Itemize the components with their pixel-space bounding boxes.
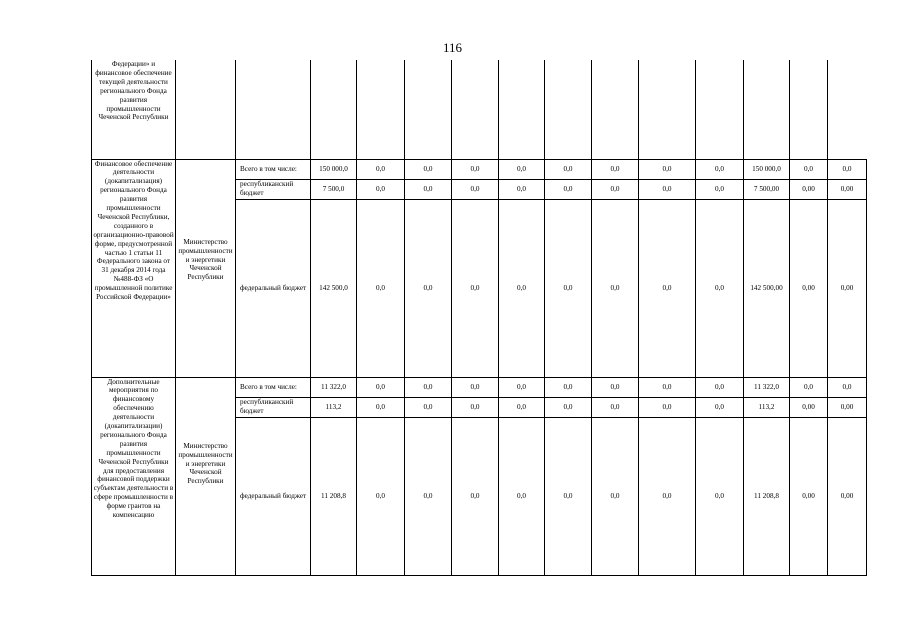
value-cell: 0,0 — [828, 377, 867, 397]
table-row — [92, 377, 867, 397]
value-cell: 0,0 — [790, 377, 828, 397]
value-cell: 0,0 — [639, 417, 696, 575]
value-cell: 0,0 — [357, 199, 405, 377]
value-cell: 0,00 — [790, 397, 828, 417]
value-cell: 150 000,0 — [744, 159, 790, 179]
executor-cell — [176, 159, 236, 377]
value-cell: 0,0 — [545, 159, 592, 179]
value-cell: 0,0 — [639, 159, 696, 179]
value-cell: 11 208,8 — [311, 417, 357, 575]
value-cell: 0,0 — [592, 159, 639, 179]
value-cell: 11 322,0 — [744, 377, 790, 397]
event-description-cell: Федерации» и финансовое обеспечение текущей деятельности регионального Фонда развития промышленности Чеченской Республики — [92, 60, 176, 159]
value-cell: 0,00 — [828, 397, 867, 417]
value-cell: 0,00 — [790, 179, 828, 199]
value-cell: 0,0 — [696, 159, 744, 179]
value-cell: 0,0 — [696, 397, 744, 417]
value-cell: 0,0 — [696, 199, 744, 377]
value-cell: 0,0 — [639, 397, 696, 417]
value-cell — [357, 60, 405, 159]
value-cell: 0,0 — [405, 377, 452, 397]
value-cell: 0,0 — [828, 159, 867, 179]
value-cell: 0,0 — [592, 397, 639, 417]
value-cell: 142 500,0 — [311, 199, 357, 377]
value-cell: 0,00 — [828, 179, 867, 199]
value-cell: 0,0 — [545, 417, 592, 575]
value-cell: 0,0 — [545, 199, 592, 377]
value-cell: 0,0 — [696, 417, 744, 575]
value-cell: 0,00 — [790, 417, 828, 575]
value-cell: 0,0 — [545, 397, 592, 417]
value-cell: 0,0 — [405, 417, 452, 575]
value-cell: 0,0 — [545, 179, 592, 199]
value-cell: 0,0 — [405, 199, 452, 377]
value-cell: 0,00 — [828, 199, 867, 377]
value-cell: 0,0 — [452, 159, 499, 179]
value-cell — [696, 60, 744, 159]
value-cell — [790, 60, 828, 159]
value-cell: 0,0 — [357, 417, 405, 575]
executor-text: Министерство промышленности и энергетики Чеченской Республики — [178, 441, 233, 486]
value-cell: 0,0 — [499, 199, 545, 377]
value-cell: 0,0 — [357, 179, 405, 199]
event-description-cell: Дополнительные мероприятия по финансовому обеспечению деятельности (докапитализации) регионального Фонда развития промышленности Чеченской Республики для предоставления финансовой поддержки субъектам деятельности в сфере промышленности в форме грантов на компенсацию — [92, 377, 176, 575]
value-cell: 0,0 — [357, 397, 405, 417]
executor-cell — [176, 60, 236, 159]
value-cell: 0,0 — [545, 377, 592, 397]
value-cell: 0,0 — [357, 377, 405, 397]
value-cell — [744, 60, 790, 159]
value-cell: 0,0 — [696, 179, 744, 199]
value-cell — [405, 60, 452, 159]
value-cell — [499, 60, 545, 159]
value-cell: 0,0 — [499, 377, 545, 397]
value-cell — [639, 60, 696, 159]
source-cell: федеральный бюджет — [236, 417, 311, 575]
source-cell: Всего в том числе: — [236, 159, 311, 179]
table-row — [92, 60, 867, 159]
source-cell — [236, 60, 311, 159]
source-cell: республиканский бюджет — [236, 397, 311, 417]
value-cell: 0,0 — [452, 397, 499, 417]
value-cell: 142 500,00 — [744, 199, 790, 377]
source-cell: федеральный бюджет — [236, 199, 311, 377]
value-cell: 0,0 — [639, 179, 696, 199]
budget-table — [91, 60, 867, 576]
value-cell: 0,0 — [639, 377, 696, 397]
value-cell: 113,2 — [311, 397, 357, 417]
value-cell: 0,0 — [592, 199, 639, 377]
value-cell: 0,0 — [452, 377, 499, 397]
value-cell — [592, 60, 639, 159]
value-cell — [545, 60, 592, 159]
value-cell: 0,0 — [592, 417, 639, 575]
value-cell: 11 322,0 — [311, 377, 357, 397]
value-cell: 0,0 — [452, 179, 499, 199]
value-cell: 7 500,0 — [311, 179, 357, 199]
value-cell: 0,00 — [790, 199, 828, 377]
value-cell — [311, 60, 357, 159]
value-cell: 150 000,0 — [311, 159, 357, 179]
value-cell: 0,0 — [405, 159, 452, 179]
executor-text: Министерство промышленности и энергетики Чеченской Республики — [178, 237, 233, 282]
source-cell: Всего в том числе: — [236, 377, 311, 397]
value-cell: 0,0 — [592, 377, 639, 397]
value-cell: 7 500,00 — [744, 179, 790, 199]
value-cell — [452, 60, 499, 159]
table-row — [92, 159, 867, 179]
value-cell: 0,0 — [405, 179, 452, 199]
value-cell: 113,2 — [744, 397, 790, 417]
value-cell: 0,0 — [452, 417, 499, 575]
source-cell: республиканский бюджет — [236, 179, 311, 199]
value-cell: 0,0 — [499, 397, 545, 417]
value-cell: 0,0 — [499, 417, 545, 575]
value-cell: 0,0 — [790, 159, 828, 179]
value-cell: 0,0 — [499, 159, 545, 179]
value-cell: 0,0 — [696, 377, 744, 397]
event-description-cell: Финансовое обеспечение деятельности (докапитализация) регионального Фонда развития промышленности Чеченской Республики, созданного в организационно-правовой форме, предусмотренной частью 1 статьи 11 Федерального закона от 31 декабря 2014 года №488-ФЗ «О промышленной политике Российской Федерации» — [92, 159, 176, 377]
value-cell: 0,0 — [499, 179, 545, 199]
value-cell: 0,0 — [639, 199, 696, 377]
value-cell: 0,0 — [452, 199, 499, 377]
value-cell: 0,0 — [592, 179, 639, 199]
executor-cell — [176, 377, 236, 575]
value-cell: 0,00 — [828, 417, 867, 575]
page-number: 116 — [442, 40, 463, 55]
value-cell: 0,0 — [357, 159, 405, 179]
value-cell: 11 208,8 — [744, 417, 790, 575]
value-cell: 0,0 — [405, 397, 452, 417]
